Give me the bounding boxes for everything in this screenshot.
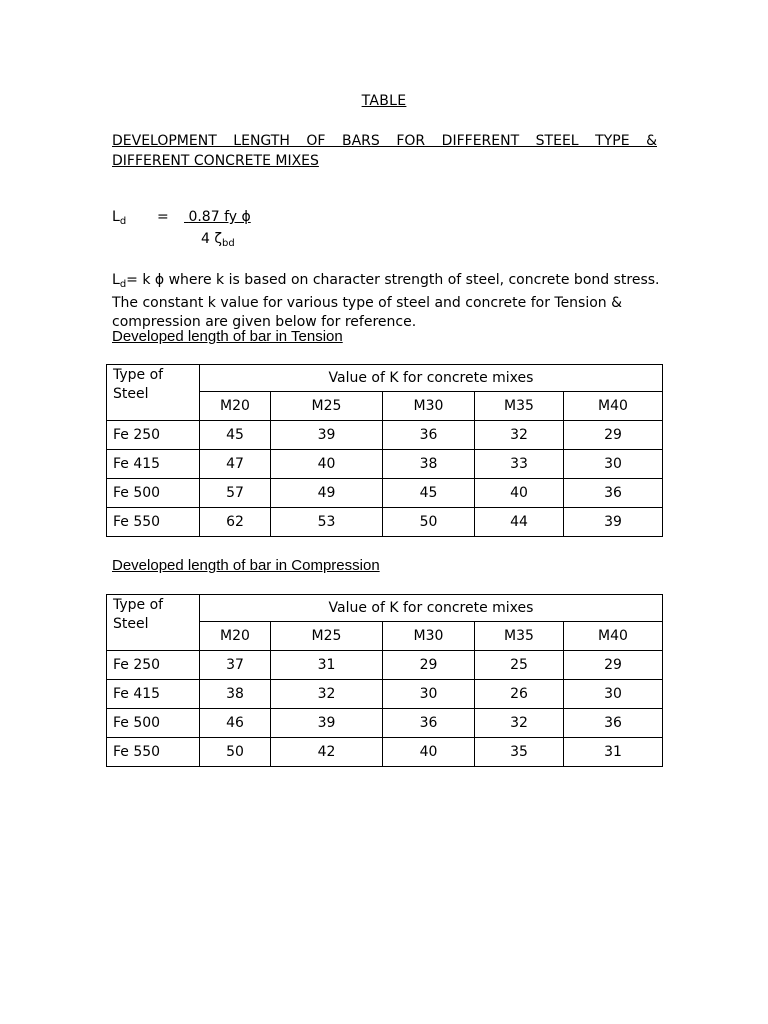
grade-header-cell: M40	[564, 622, 663, 651]
table-cell: 26	[475, 680, 564, 709]
table-cell: 32	[475, 421, 564, 450]
table-cell: 30	[564, 680, 663, 709]
table-cell: 40	[383, 738, 475, 767]
table-cell: 35	[475, 738, 564, 767]
heading-line-1: DEVELOPMENT LENGTH OF BARS FOR DIFFERENT STEEL TYPE &	[112, 133, 657, 149]
formula-lhs-subscript: d	[119, 216, 127, 227]
table-cell: 39	[271, 709, 383, 738]
table-cell: 39	[271, 421, 383, 450]
steel-type-cell: Fe 250	[107, 421, 200, 450]
table-cell: 29	[564, 651, 663, 680]
formula-denominator-subscript: bd	[221, 238, 235, 249]
type-header-line-2: Steel	[113, 386, 149, 402]
steel-type-cell: Fe 500	[107, 709, 200, 738]
table-cell: 57	[200, 479, 271, 508]
grade-header-cell: M25	[271, 392, 383, 421]
grade-header-cell: M30	[383, 622, 475, 651]
value-of-k-header: Value of K for concrete mixes	[200, 595, 663, 622]
tension-section-title: Developed length of bar in Tension	[112, 328, 343, 345]
steel-type-cell: Fe 550	[107, 508, 200, 537]
table-row	[107, 479, 663, 508]
table-cell: 47	[200, 450, 271, 479]
table-cell: 32	[271, 680, 383, 709]
table-cell: 39	[564, 508, 663, 537]
table-cell: 38	[383, 450, 475, 479]
formula-numerator-text: 0.87 fy ɸ	[188, 209, 251, 225]
table-row	[107, 421, 663, 450]
table-cell: 36	[383, 421, 475, 450]
table-cell: 49	[271, 479, 383, 508]
heading-line-2: DIFFERENT CONCRETE MIXES	[112, 153, 319, 169]
page-title: TABLE	[361, 93, 407, 109]
value-of-k-header: Value of K for concrete mixes	[200, 365, 663, 392]
table-header-row	[107, 595, 663, 622]
tension-table	[106, 364, 663, 537]
paragraph-lhs-subscript: d	[119, 279, 127, 290]
table-cell: 40	[271, 450, 383, 479]
table-cell: 40	[475, 479, 564, 508]
formula-numerator	[184, 209, 251, 225]
table-cell: 38	[200, 680, 271, 709]
table-row	[107, 680, 663, 709]
table-row	[107, 651, 663, 680]
table-cell: 44	[475, 508, 564, 537]
table-cell: 36	[564, 479, 663, 508]
table-cell: 29	[564, 421, 663, 450]
type-of-steel-header	[107, 365, 200, 421]
paragraph-line-1-text: = k ɸ where k is based on character strength of steel, concrete bond stress.	[126, 272, 660, 288]
grade-header-cell: M25	[271, 622, 383, 651]
steel-type-cell: Fe 250	[107, 651, 200, 680]
steel-type-cell: Fe 550	[107, 738, 200, 767]
table-header-row	[107, 365, 663, 392]
description-paragraph	[112, 271, 672, 332]
table-cell: 50	[383, 508, 475, 537]
table-cell: 42	[271, 738, 383, 767]
table-cell: 32	[475, 709, 564, 738]
type-header-line-2: Steel	[113, 616, 149, 632]
table-cell: 31	[271, 651, 383, 680]
table-cell: 25	[475, 651, 564, 680]
document-heading	[112, 131, 657, 171]
table-row	[107, 508, 663, 537]
formula-denominator	[201, 231, 235, 249]
steel-type-cell: Fe 415	[107, 450, 200, 479]
table-cell: 62	[200, 508, 271, 537]
formula-lhs-symbol: L	[112, 209, 120, 225]
table-cell: 46	[200, 709, 271, 738]
compression-table	[106, 594, 663, 767]
table-cell: 37	[200, 651, 271, 680]
table-cell: 30	[564, 450, 663, 479]
grade-header-cell: M20	[200, 622, 271, 651]
steel-type-cell: Fe 415	[107, 680, 200, 709]
table-cell: 29	[383, 651, 475, 680]
table-cell: 33	[475, 450, 564, 479]
grade-header-cell: M35	[475, 392, 564, 421]
table-row	[107, 450, 663, 479]
table-cell: 36	[564, 709, 663, 738]
grade-header-cell: M40	[564, 392, 663, 421]
table-cell: 53	[271, 508, 383, 537]
grade-header-cell: M30	[383, 392, 475, 421]
grade-header-cell: M20	[200, 392, 271, 421]
table-cell: 36	[383, 709, 475, 738]
formula-equals: =	[157, 209, 169, 225]
paragraph-line-3: compression are given below for reference.	[112, 314, 417, 330]
type-header-line-1: Type of	[113, 367, 164, 383]
paragraph-line-2: The constant k value for various type of steel and concrete for Tension &	[112, 295, 623, 311]
table-cell: 30	[383, 680, 475, 709]
type-of-steel-header	[107, 595, 200, 651]
grade-header-cell: M35	[475, 622, 564, 651]
table-row	[107, 709, 663, 738]
compression-section-title: Developed length of bar in Compression	[112, 557, 380, 574]
table-cell: 50	[200, 738, 271, 767]
table-cell: 45	[383, 479, 475, 508]
table-row	[107, 738, 663, 767]
paragraph-line-1	[112, 271, 672, 294]
formula-lhs	[112, 209, 126, 227]
formula-denominator-text: 4 ζ	[201, 231, 222, 247]
paragraph-lhs: L	[112, 272, 120, 288]
steel-type-cell: Fe 500	[107, 479, 200, 508]
table-cell: 45	[200, 421, 271, 450]
table-cell: 31	[564, 738, 663, 767]
type-header-line-1: Type of	[113, 597, 164, 613]
